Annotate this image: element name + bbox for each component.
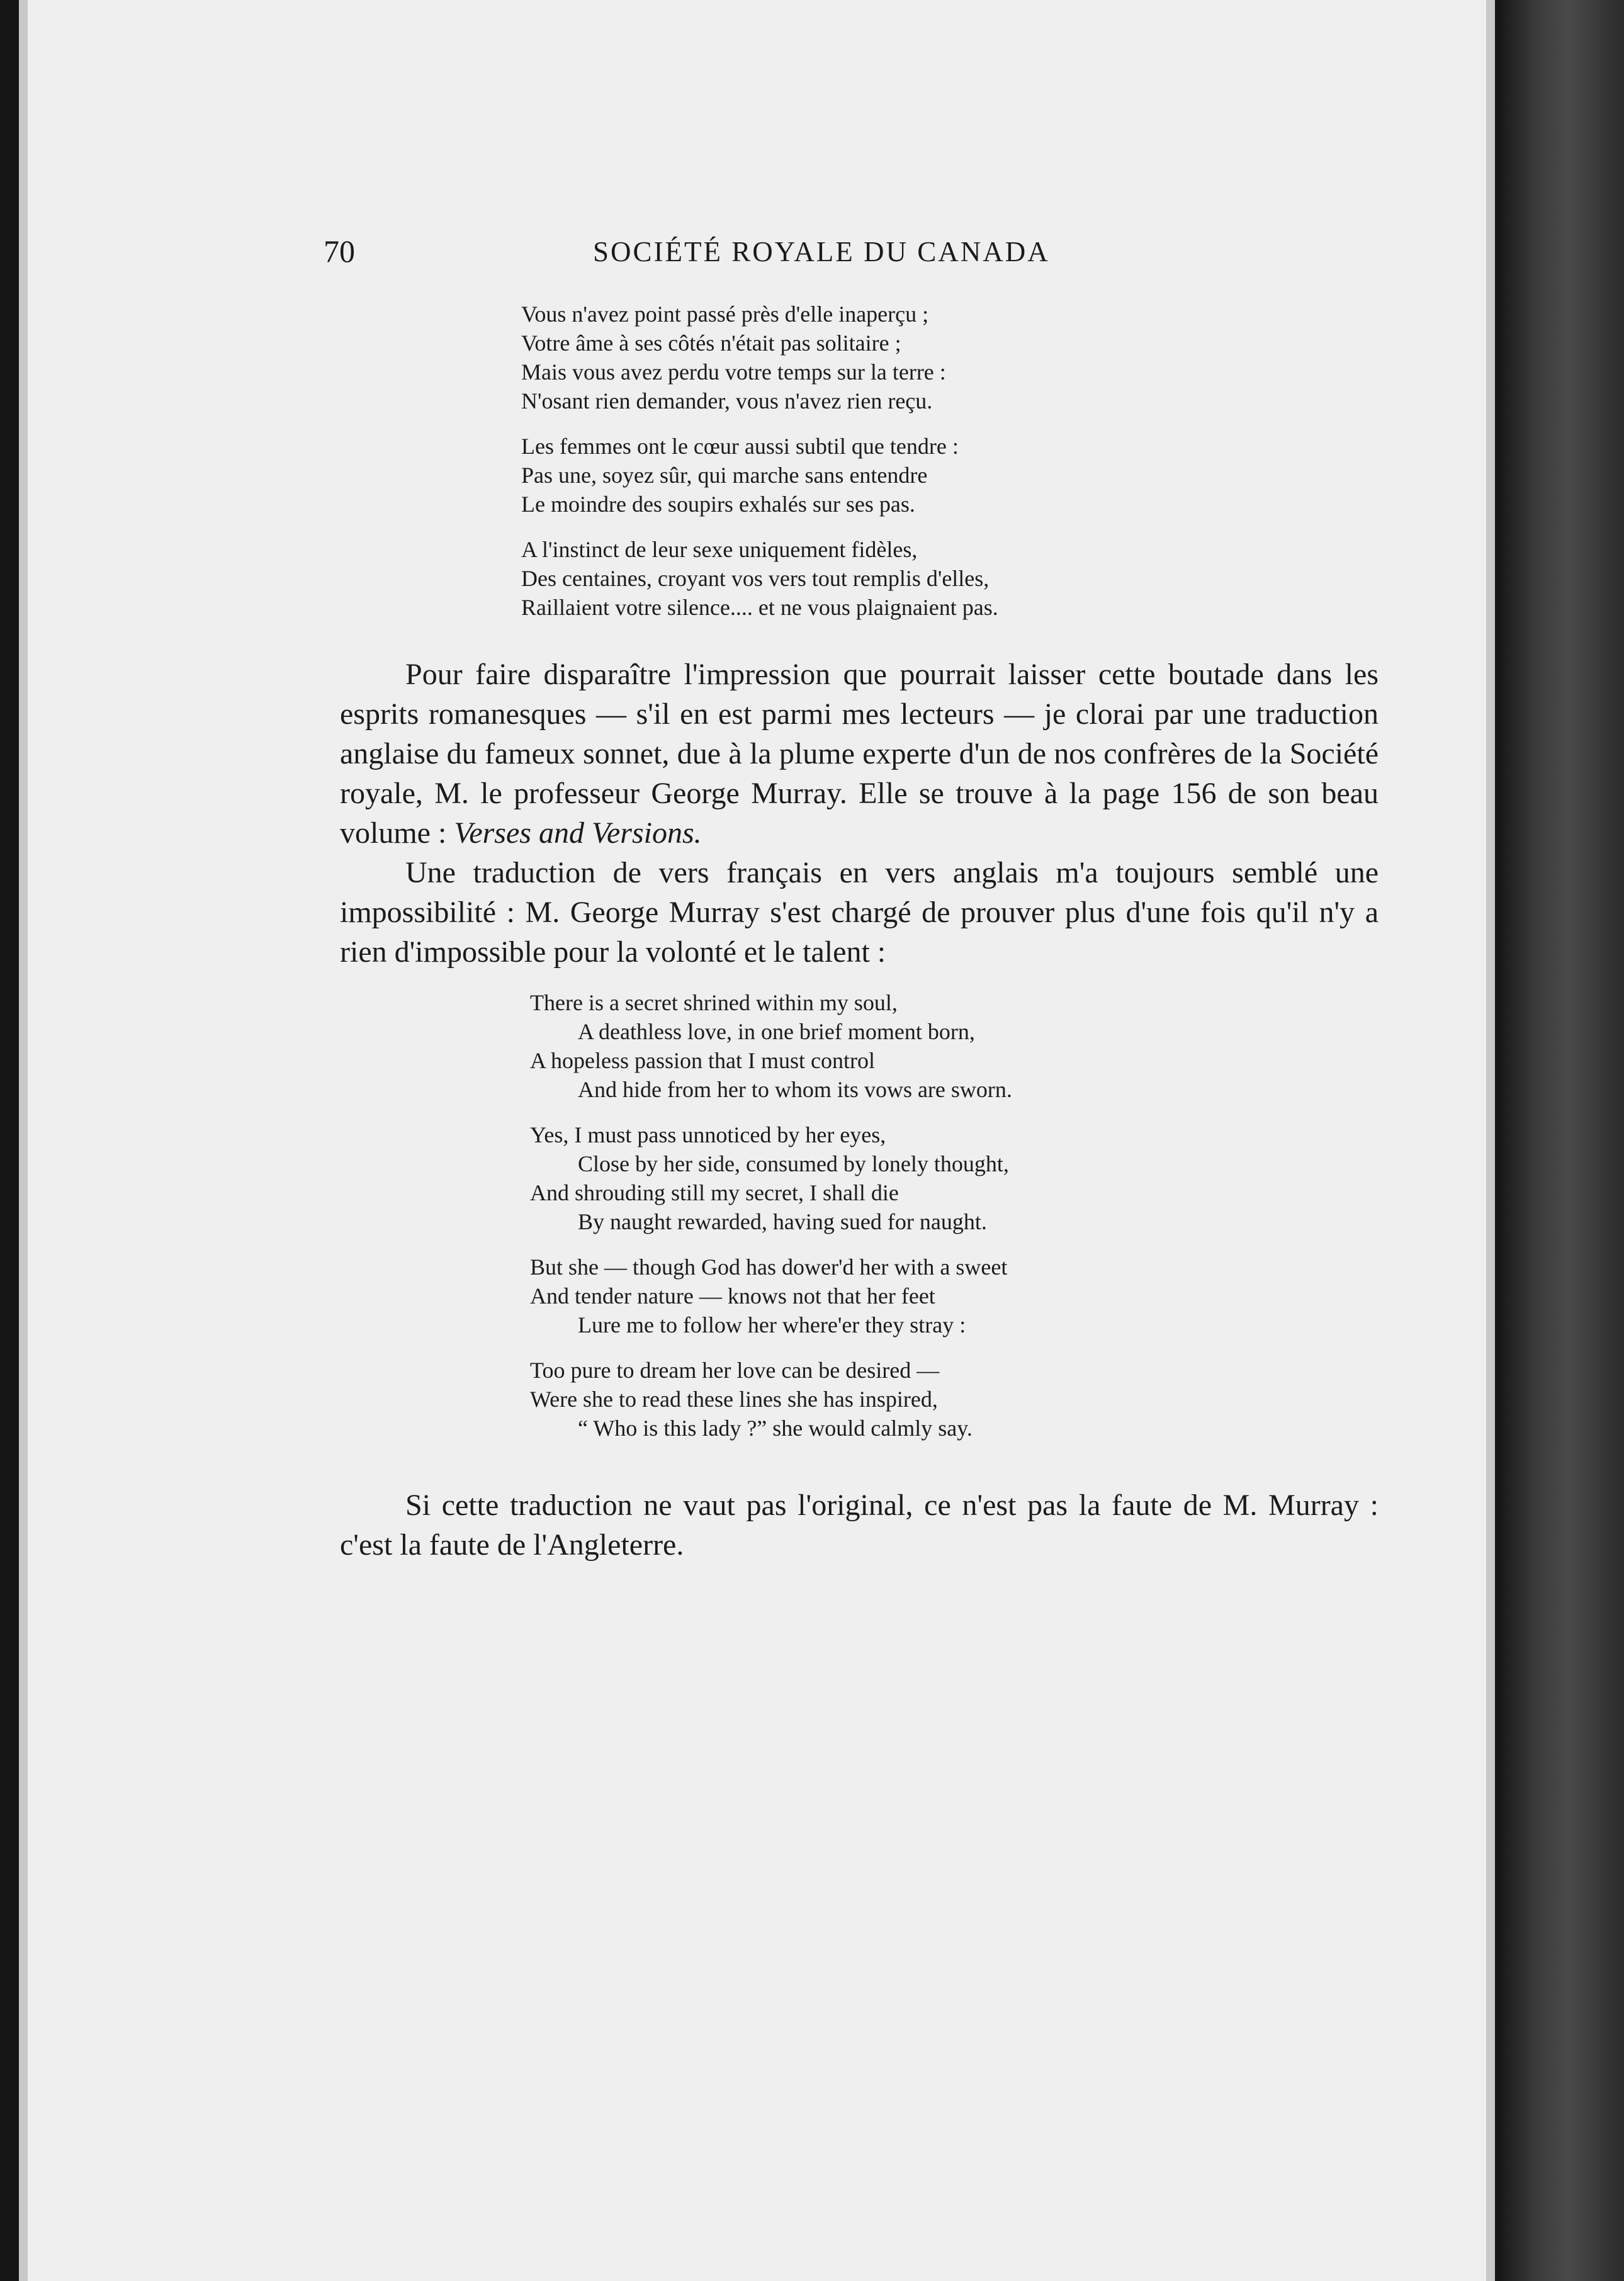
french-line: Des centaines, croyant vos vers tout remplis d'elles, xyxy=(521,566,990,591)
english-line: Yes, I must pass unnoticed by her eyes, xyxy=(530,1122,886,1147)
english-poem xyxy=(530,988,1012,1459)
french-stanza-3 xyxy=(521,535,998,622)
english-line: But she — though God has dower'd her with a sweet xyxy=(530,1254,1008,1280)
page-edge-left xyxy=(19,0,28,2281)
french-stanza-1 xyxy=(521,300,998,415)
english-line: Close by her side, consumed by lonely thought, xyxy=(578,1151,1009,1176)
english-line: And shrouding still my secret, I shall die xyxy=(530,1180,899,1205)
book-title: Verses and Versions. xyxy=(454,816,702,850)
english-line: Lure me to follow her where'er they stray : xyxy=(578,1312,966,1338)
french-line: Votre âme à ses côtés n'était pas solitaire ; xyxy=(521,330,901,356)
paragraph-intro xyxy=(340,655,1379,853)
english-stanza-4 xyxy=(530,1356,1012,1443)
paragraph-closing: Si cette traduction ne vaut pas l'original, ce n'est pas la faute de M. Murray : c'est la faute de l'Angleterre. xyxy=(340,1489,1379,1562)
paragraph-intro-text: Pour faire disparaître l'impression que pourrait laisser cette boutade dans les esprits romanesques — s'il en est parmi mes lecteurs — je clorai par une traduction anglaise du fameux sonnet, due à la plume experte d'un de nos confrères de la Société royale, M. le professeur George Murray. Elle se trouve à la page 156 de son beau volume : xyxy=(340,658,1379,850)
page-number: 70 xyxy=(324,234,355,269)
english-stanza-2 xyxy=(530,1120,1012,1236)
page-edge-right xyxy=(1486,0,1495,2281)
french-stanza-2 xyxy=(521,432,998,519)
paragraph-translation-note: Une traduction de vers français en vers anglais m'a toujours semblé une impossibilité : M. George Murray s'est chargé de prouver plus d'une fois qu'il n'y a rien d'impossible pour la volonté et le talent : xyxy=(340,856,1379,969)
english-line: There is a secret shrined within my soul, xyxy=(530,990,898,1015)
french-line: Mais vous avez perdu votre temps sur la terre : xyxy=(521,359,946,385)
french-line: A l'instinct de leur sexe uniquement fidèles, xyxy=(521,537,918,562)
french-line: Pas une, soyez sûr, qui marche sans entendre xyxy=(521,463,928,488)
english-line: And tender nature — knows not that her feet xyxy=(530,1283,935,1309)
page-header xyxy=(316,233,1081,277)
french-line: Le moindre des soupirs exhalés sur ses pas. xyxy=(521,492,915,517)
scan-background-strip xyxy=(1501,0,1624,2281)
english-stanza-1 xyxy=(530,988,1012,1104)
english-line: By naught rewarded, having sued for naught. xyxy=(578,1209,987,1234)
french-line: N'osant rien demander, vous n'avez rien reçu. xyxy=(521,388,933,414)
english-stanza-3 xyxy=(530,1253,1012,1339)
english-line: Too pure to dream her love can be desired — xyxy=(530,1358,940,1383)
book-page xyxy=(19,0,1495,2281)
english-line: A deathless love, in one brief moment born, xyxy=(578,1019,975,1044)
french-line: Raillaient votre silence.... et ne vous plaignaient pas. xyxy=(521,595,998,620)
english-line: A hopeless passion that I must control xyxy=(530,1048,875,1073)
body-text xyxy=(340,655,1379,972)
french-line: Vous n'avez point passé près d'elle inaperçu ; xyxy=(521,301,929,327)
english-line: And hide from her to whom its vows are sworn. xyxy=(578,1077,1012,1102)
french-poem xyxy=(521,300,998,638)
closing-text xyxy=(340,1485,1379,1565)
running-head: SOCIÉTÉ ROYALE DU CANADA xyxy=(593,236,1050,268)
french-line: Les femmes ont le cœur aussi subtil que tendre : xyxy=(521,434,959,459)
english-line: “ Who is this lady ?” she would calmly say. xyxy=(578,1416,973,1441)
english-line: Were she to read these lines she has inspired, xyxy=(530,1387,938,1412)
